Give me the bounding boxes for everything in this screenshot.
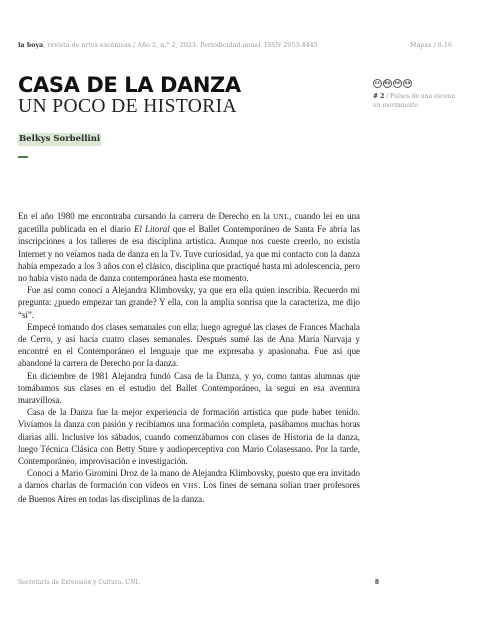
license-icons[interactable] (373, 79, 463, 88)
journal-details: , revista de artes escénicas / Año 2, n.° 2, 2023. Periodicidad anual. ISSN 2953-4445 (43, 42, 318, 49)
paragraph: Casa de la Danza fue la mejor experiencia de formación artística que pude haber tenido. Vivíamos la danza con pasión y recibíamos una formación completa, pasábamos muchas horas diarias allí. Inclusive los sábados, cuando comenzábamos con clases de Historia de la danza, luego Técnica Clásica con Betty Sture y audioperceptiva con Mario Colasessano. Por la tarde, Contemporáneo, improvisación e investigación. (18, 407, 360, 467)
page-number: 8 (374, 579, 379, 586)
cc-icon: cc (374, 81, 381, 86)
running-footer (18, 579, 379, 589)
paragraph: En diciembre de 1981 Alejandra fundó Casa de la Danza, y yo, como tantas alumnas que tomábamos sus clases en el estudio del Ballet Contemporáneo, la seguí en esa aventura maravillosa. (18, 370, 360, 406)
article-title: CASA DE LA DANZA (18, 73, 241, 97)
sharealike-icon: sa (404, 81, 411, 86)
journal-name: la boya (18, 42, 44, 49)
author-name: Belkys Sorbellini (19, 134, 101, 144)
newspaper-name: El Litoral (133, 224, 170, 235)
noncommercial-icon: nc (394, 81, 401, 86)
paragraph: En el año 1980 me encontraba cursando la carrera de Derecho en la UNL, cuando leí en una gacetilla publicada en el diario El Litoral que el Ballet Contemporáneo de Santa Fe abría las inscripciones a los talleres de esa disciplina artística. Aunque nos cueste creerlo, no existía Internet y no veíamos nada de danza en la Tv. Tuve curiosidad, ya que mi contacto con la danza había empezado a los 3 años con el clásico, disciplina que practiqué hasta mi adolescencia, pero no había visto nada de danza contemporánea hasta ese momento. (18, 211, 360, 284)
issue-number: # 2 (373, 93, 385, 100)
issue-label (373, 93, 463, 110)
running-header (18, 42, 462, 54)
acronym-vhs: VHS (182, 482, 199, 491)
journal-citation (18, 42, 318, 49)
attribution-icon: by (384, 81, 391, 86)
paragraph: Empecé tomando dos clases semanales con ella; luego agregué las clases de Frances Machala de Cerro, y así hacía cuatro clases semanales. Después sumé las de Ana María Narvaja y encontré en el Contemporáneo el lenguaje que me expresaba y apasionaba. Fue así que abandoné la carrera de Derecho por la danza. (18, 321, 360, 369)
author-rule (18, 156, 28, 158)
article-subtitle: UN POCO DE HISTORIA (18, 96, 238, 117)
sidebar (373, 79, 463, 110)
paragraph: Conocí a Mario Giromini Droz de la mano de Alejandra Klimbovsky, puesto que era invitado a darnos charlas de formación con videos en VHS. Los fines de semana solían traer profesores de Buenos Aires en todas las disciplinas de la danza. (18, 468, 360, 504)
issue-title: / Pulsos de una escena en movimiento (373, 93, 456, 109)
article-body (18, 210, 360, 505)
acronym-unl: UNL (273, 213, 290, 221)
paragraph: Fue así como conocí a Alejandra Klimbovsky, ya que era ella quien inscribía. Recuerdo mi pregunta: ¿puedo empezar tan grande? Y ella, con la amplia sonrisa que la caracteriza, me dijo “sí”. (18, 285, 360, 320)
footer-organization: Secretaría de Extensión y Cultura. UNL (18, 579, 140, 586)
section-label: Mapas / 8-16 (410, 42, 452, 49)
title-block (18, 74, 348, 118)
